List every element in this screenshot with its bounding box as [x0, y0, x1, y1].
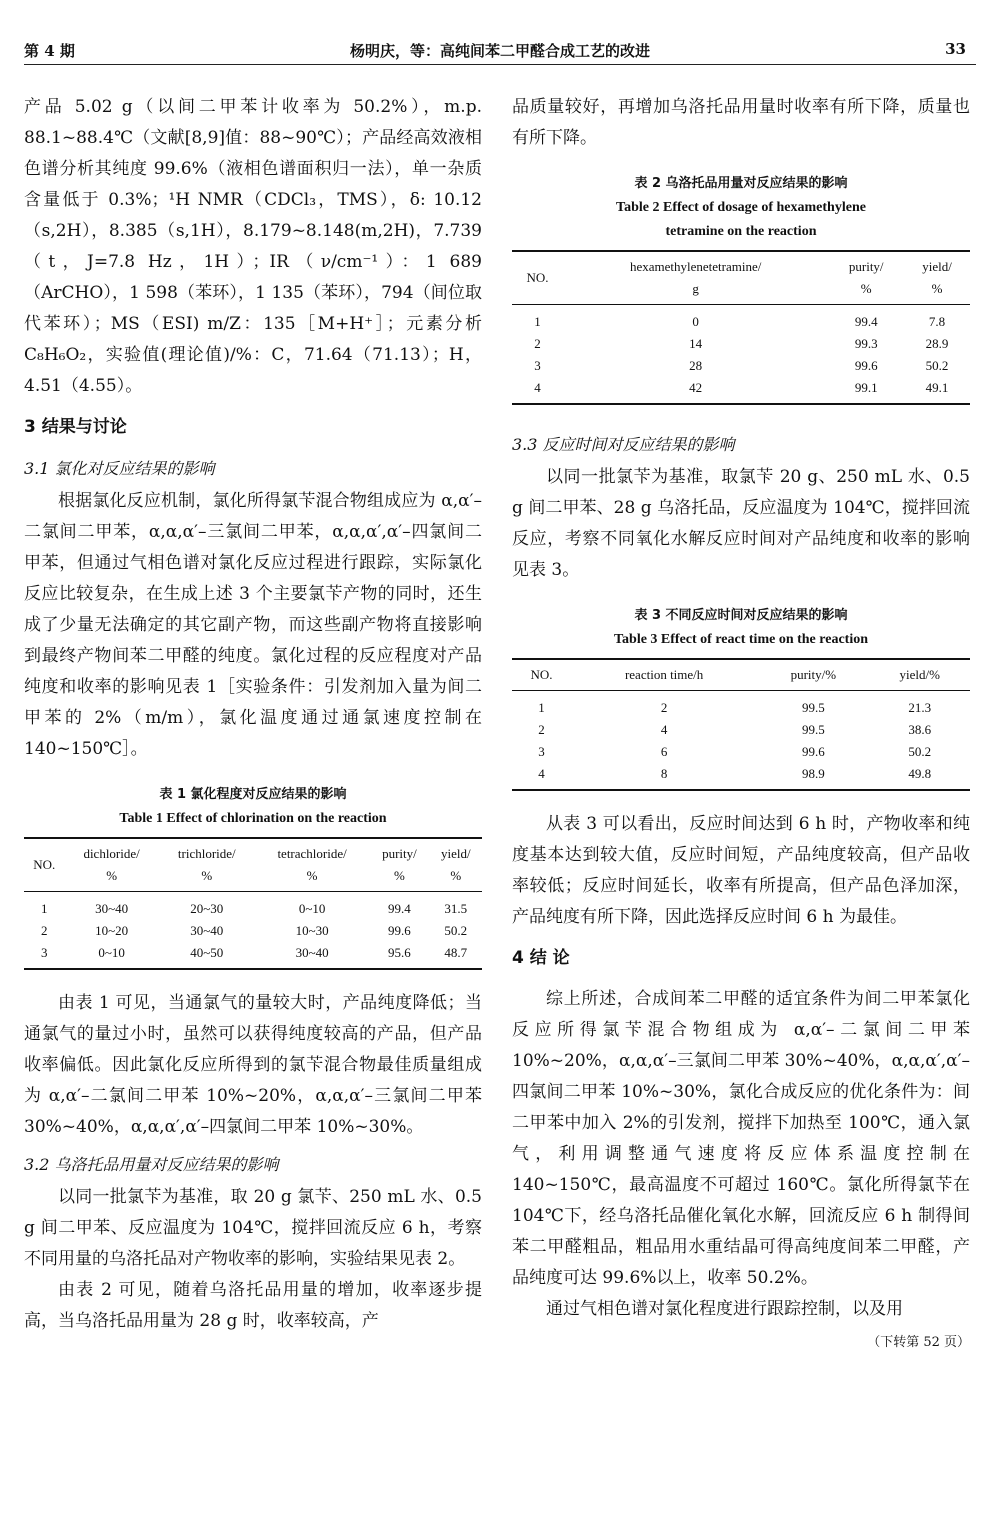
table-cell: 3 — [534, 358, 541, 373]
table-header-cell: dichloride/ % — [65, 838, 159, 892]
table-header-cell: trichloride/ % — [159, 838, 255, 892]
table-cell: 28 — [689, 358, 703, 373]
table-cell: 99.4 — [388, 901, 411, 916]
table-cell: 6 — [660, 744, 668, 759]
table-cell: 4 — [660, 722, 668, 737]
running-title: 杨明庆，等：高纯间苯二甲醛合成工艺的改进 — [349, 42, 650, 60]
issue-number: 第 4 期 — [24, 42, 75, 60]
table-cell: 1 — [534, 314, 541, 329]
subsection-heading-chlorination: 3.1 氯化对反应结果的影响 — [24, 459, 215, 478]
table-row — [512, 377, 970, 404]
table-header-cell: yield/ % — [430, 838, 482, 892]
table-header-cell: tetrachloride/ % — [255, 838, 369, 892]
table-cell: 99.1 — [828, 377, 904, 404]
table2-caption-cn: 表 2 乌洛托品用量对反应结果的影响 — [634, 176, 848, 191]
table-cell: 20~30 — [190, 901, 224, 916]
table-cell: 3 — [538, 744, 545, 759]
table-cell: 38.6 — [908, 722, 932, 737]
table-cell: 1 — [538, 700, 545, 715]
table-cell: 3 — [24, 942, 65, 969]
table-cell: 50.2 — [925, 358, 949, 373]
table-cell: 99.6 — [801, 744, 825, 759]
table-header-cell: NO. — [24, 838, 65, 892]
paragraph-table1-discussion: 由表 1 可见，当通氯气的量较大时，产品纯度降低；当通氯气的量过小时，虽然可以获得纯度较高的产品，但产品收率偏低。因此氯化反应所得到的氯苄混合物最佳质量组成为 α,α′–二氯间二甲苯 10%~20%，α,α,α′–三氯间二甲苯 30%~40%，α,α,α′,α′–四氯间二甲苯 10%~30%。 — [24, 993, 482, 1137]
table-3 — [512, 658, 970, 791]
table1-caption-cn: 表 1 氯化程度对反应结果的影响 — [159, 787, 347, 802]
table-cell: 2 — [534, 336, 541, 351]
paragraph-conclusion: 综上所述，合成间苯二甲醛的适宜条件为间二甲苯氯化反应所得氯苄混合物组成为 α,α′–二氯间二甲苯 10%~20%，α,α,α′–三氯间二甲苯 30%~40%，α,α,α′,α′–四氯间二甲苯 10%~30%，氯化合成反应的优化条件为：间二甲苯中加入 2%的引发剂，搅拌下加热至 100℃，通入氯气，利用调整通气速度将反应体系温度控制在 140~150℃，最高温度不可超过 160℃。氯化所得氯苄在 104℃下，经乌洛托品催化氧化水解，回流反应 6 h 制得间苯二甲醛粗品，粗品用水重结晶可得高纯度间苯二甲醛，产品纯度可达 99.6%以上，收率 50.2%。 — [512, 989, 970, 1288]
table-header-cell: reaction time/h — [571, 659, 757, 691]
table-row — [512, 763, 970, 790]
table-cell: 30~40 — [190, 923, 224, 938]
table-cell: 0~10 — [298, 901, 326, 916]
table-cell: 4 — [512, 763, 571, 790]
table-cell: 2 — [660, 700, 668, 715]
table-row — [24, 920, 482, 942]
table-cell: 99.5 — [801, 700, 825, 715]
table-cell: 50.2 — [444, 923, 468, 938]
table-cell: 8 — [571, 763, 757, 790]
table-header-cell: purity/% — [757, 659, 869, 691]
right-column — [512, 92, 970, 1358]
table-cell: 99.5 — [801, 722, 825, 737]
table-cell: 0 — [692, 314, 699, 329]
table-cell: 99.4 — [854, 314, 878, 329]
page-header — [24, 30, 976, 65]
table-header-cell: purity/ % — [369, 838, 429, 892]
table-cell: 7.8 — [928, 314, 946, 329]
table-cell: 4 — [512, 377, 563, 404]
subsection-heading-urotropine: 3.2 乌洛托品用量对反应结果的影响 — [24, 1155, 279, 1174]
table-cell: 40~50 — [159, 942, 255, 969]
section-heading-results: 3 结果与讨论 — [24, 417, 127, 437]
paragraph-urotropine-method: 以同一批氯苄为基准，取 20 g 氯苄、250 mL 水、0.5 g 间二甲苯、反应温度为 104℃，搅拌回流反应 6 h，考察不同用量的乌洛托品对产物收率的影响，实验结果见表 2。 — [24, 1187, 482, 1269]
table-cell: 42 — [563, 377, 828, 404]
paragraph-final: 通过气相色谱对氯化程度进行跟踪控制，以及用 — [546, 1299, 903, 1319]
left-column — [24, 92, 482, 1337]
table-cell: 50.2 — [908, 744, 932, 759]
page-number: 33 — [945, 40, 966, 58]
table-cell: 48.7 — [430, 942, 482, 969]
table-cell: 21.3 — [908, 700, 932, 715]
table-row — [512, 355, 970, 377]
table-cell: 0~10 — [65, 942, 159, 969]
table-cell: 95.6 — [369, 942, 429, 969]
table-cell: 98.9 — [757, 763, 869, 790]
paragraph-continuation: 品质量较好，再增加乌洛托品用量时收率有所下降，质量也有所下降。 — [512, 97, 970, 148]
table3-caption-en: Table 3 Effect of react time on the reaction — [613, 632, 868, 647]
paragraph-product-data: 产品 5.02 g（以间二甲苯计收率为 50.2%），m.p. 88.1~88.4℃（文献[8,9]值：88~90℃）；产品经高效液相色谱分析其纯度 99.6%（液相色谱面积归一法），单一杂质含量低于 0.3%；¹H NMR（CDCl₃，TMS），δ: 10.12（s,2H），8.385（s,1H），8.179~8.148(m,2H)，7.739（t，J=7.8 Hz，1H）；IR（ν/cm⁻¹）：1 689（ArCHO），1 598（苯环），1 135（苯环），794（间位取代苯环）；MS（ESI) m/Z：135［M+H⁺］；元素分析 C₈H₆O₂，实验值(理论值)/%：C，71.64（71.13）；H，4.51（4.55）。 — [24, 97, 482, 396]
paragraph-table3-discussion: 从表 3 可以看出，反应时间达到 6 h 时，产物收率和纯度基本达到较大值，反应时间短，产品纯度较高，但产品收率较低；反应时间延长，收率有所提高，但产品色泽加深，产品纯度有所下降，因此选择反应时间 6 h 为最佳。 — [512, 814, 970, 927]
table-cell: 28.9 — [925, 336, 949, 351]
table-cell: 49.1 — [904, 377, 970, 404]
paragraph-chlorination: 根据氯化反应机制，氯化所得氯苄混合物组成应为 α,α′–二氯间二甲苯，α,α,α′–三氯间二甲苯，α,α,α′,α′–四氯间二甲苯，但通过气相色谱对氯化反应过程进行跟踪，实际氯化反应比较复杂，在生成上述 3 个主要氯苄产物的同时，还生成了少量无法确定的其它副产物，而这些副产物将直接影响到最终产物间苯二甲醛的纯度。氯化过程的反应程度对产品纯度和收率的影响见表 1［实验条件：引发剂加入量为间二甲苯的 2%（m/m），氯化温度通过通氯速度控制在 140~150℃］。 — [24, 491, 482, 759]
table-header-cell: NO. — [512, 251, 563, 305]
paragraph-reaction-time-method: 以同一批氯苄为基准，取氯苄 20 g、250 mL 水、0.5 g 间二甲苯、28 g 乌洛托品，反应温度为 104℃，搅拌回流反应，考察不同氧化水解反应时间对产品纯度和收率的影响见表 3。 — [512, 467, 970, 580]
table-cell: 31.5 — [444, 901, 468, 916]
table-cell: 10~30 — [295, 923, 329, 938]
table2-caption-en-line2: tetramine on the reaction — [665, 224, 817, 239]
table-row — [512, 333, 970, 355]
table-row — [512, 741, 970, 763]
table3-caption-cn: 表 3 不同反应时间对反应结果的影响 — [634, 608, 848, 623]
table-header-cell: yield/% — [869, 659, 970, 691]
table-1 — [24, 837, 482, 970]
table2-caption-en-line1: Table 2 Effect of dosage of hexamethylene — [616, 200, 866, 215]
table-cell: 10~20 — [95, 923, 129, 938]
table-row — [24, 942, 482, 969]
table-cell: 99.6 — [854, 358, 878, 373]
table-header-cell: purity/ % — [828, 251, 904, 305]
table-row — [512, 691, 970, 720]
table-row — [24, 892, 482, 921]
table-cell: 99.6 — [388, 923, 411, 938]
table-cell: 2 — [538, 722, 545, 737]
table-cell: 1 — [41, 901, 48, 916]
table-cell: 30~40 — [95, 901, 129, 916]
table-header-cell: NO. — [512, 659, 571, 691]
paragraph-table2-discussion: 由表 2 可见，随着乌洛托品用量的增加，收率逐步提高，当乌洛托品用量为 28 g 时，收率较高，产 — [24, 1280, 482, 1331]
table-header-cell: hexamethylenetetramine/ g — [563, 251, 828, 305]
table-cell: 2 — [41, 923, 48, 938]
table-2 — [512, 250, 970, 405]
table-cell: 49.8 — [869, 763, 970, 790]
table-cell: 14 — [689, 336, 703, 351]
table-cell: 30~40 — [255, 942, 369, 969]
table-row — [512, 719, 970, 741]
table-cell: 99.3 — [854, 336, 878, 351]
table1-caption-en: Table 1 Effect of chlorination on the reaction — [119, 811, 387, 826]
section-heading-conclusion: 4 结 论 — [512, 948, 570, 968]
table-header-cell: yield/ % — [904, 251, 970, 305]
subsection-heading-reaction-time: 3.3 反应时间对反应结果的影响 — [512, 435, 735, 454]
continued-note: （下转第 52 页） — [867, 1335, 970, 1350]
table-row — [512, 305, 970, 334]
